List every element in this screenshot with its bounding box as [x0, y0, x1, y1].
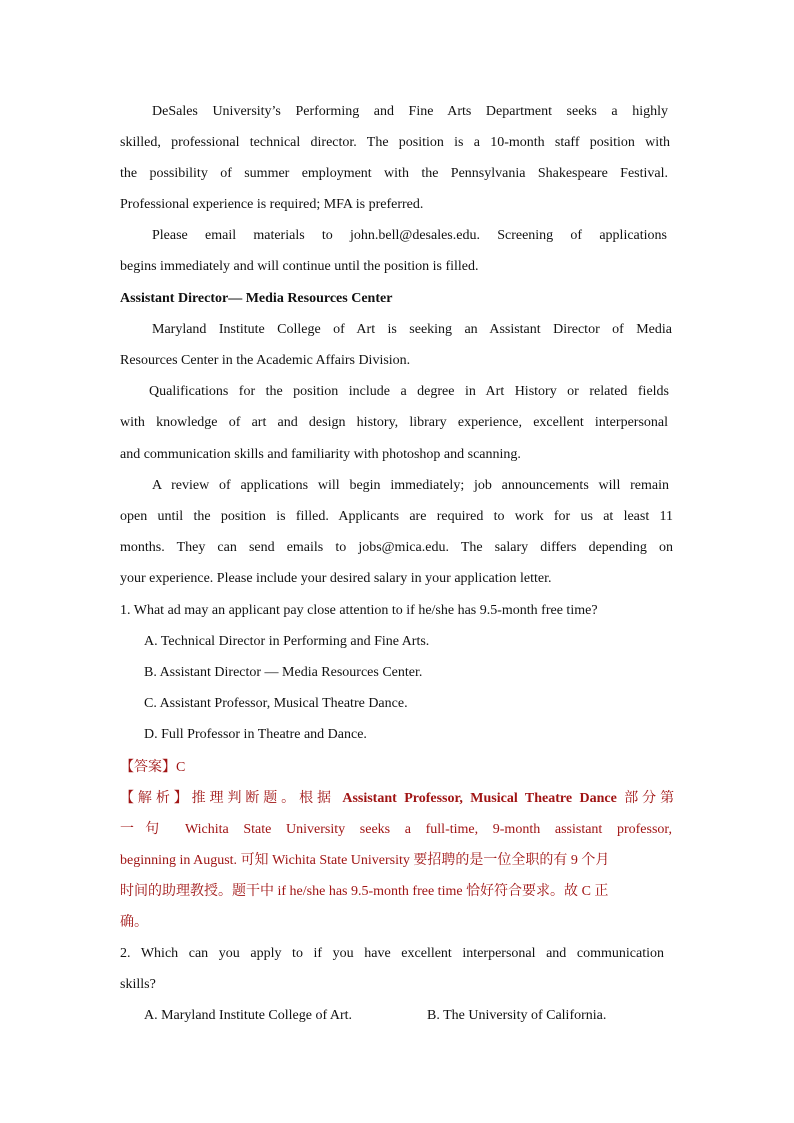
q1-answer	[120, 757, 675, 778]
answer-tag: 【答案】	[120, 759, 176, 775]
analysis-text: beginning in August.	[120, 853, 238, 868]
ad2-p3-line3: months. They can send emails to jobs@mica.edu. The salary differs depending on	[120, 540, 673, 555]
answer-value: C	[176, 760, 186, 775]
ad1-p1-line1: DeSales University’s Performing and Fine Arts Department seeks a highly	[152, 104, 668, 119]
analysis-text: 推理判断题。根据	[191, 790, 335, 806]
analysis-text: 可知	[240, 852, 269, 868]
analysis-text: 要招聘的是一位全职的有	[413, 852, 568, 868]
ad2-p3-line2: open until the position is filled. Applicants are required to work for us at least 11	[120, 509, 673, 524]
ad2-p3-line4: your experience. Please include your desired salary in your application letter.	[120, 571, 552, 586]
q1-option-c: C. Assistant Professor, Musical Theatre Dance.	[144, 696, 408, 711]
ad2-p1-line1: Maryland Institute College of Art is seeking an Assistant Director of Media	[152, 322, 672, 337]
q2-stem-line1: 2. Which can you apply to if you have excellent interpersonal and communication	[120, 946, 664, 961]
q2-stem-line2: skills?	[120, 977, 156, 992]
analysis-text: 9	[570, 853, 578, 868]
analysis-text: 正	[594, 883, 609, 899]
analysis-text: 一句	[120, 821, 171, 837]
q1-stem: 1. What ad may an applicant pay close attention to if he/she has 9.5-month free time?	[120, 603, 598, 618]
analysis-text: C	[581, 884, 591, 899]
q1-analysis-line4	[120, 881, 675, 902]
ad1-p2-line1: Please email materials to john.bell@desales.edu. Screening of applications	[152, 228, 667, 243]
q1-analysis-line2	[120, 819, 672, 840]
analysis-text: 个月	[581, 852, 610, 868]
analysis-text: if he/she has 9.5-month free time	[277, 884, 463, 899]
q1-analysis-line1	[120, 788, 674, 809]
q2-option-b: B. The University of California.	[427, 1008, 607, 1023]
q1-analysis-line5: 确。	[120, 914, 148, 930]
analysis-text: Wichita State University seeks a full-time, 9-month assistant professor,	[184, 822, 672, 837]
analysis-tag: 【解析】	[120, 790, 192, 806]
ad1-p1-line4: Professional experience is required; MFA is preferred.	[120, 197, 424, 212]
ad2-p2-line1: Qualifications for the position include a degree in Art History or related fields	[149, 384, 669, 399]
ad1-p1-line2: skilled, professional technical director. The position is a 10-month staff position with	[120, 135, 670, 150]
q1-option-a: A. Technical Director in Performing and Fine Arts.	[144, 634, 430, 649]
analysis-text: 时间的助理教授。题干中	[120, 883, 274, 899]
ad2-heading: Assistant Director— Media Resources Center	[120, 291, 393, 306]
ad2-p1-line2: Resources Center in the Academic Affairs Division.	[120, 353, 411, 368]
q2-option-a: A. Maryland Institute College of Art.	[144, 1008, 353, 1023]
analysis-text: Assistant Professor, Musical Theatre Dance	[342, 791, 617, 806]
q1-option-b: B. Assistant Director — Media Resources Center.	[144, 665, 423, 680]
analysis-text: 部分第	[624, 790, 675, 806]
analysis-text: Wichita State University	[272, 853, 410, 868]
ad1-p2-line2: begins immediately and will continue until the position is filled.	[120, 259, 479, 274]
analysis-text: 恰好符合要求。故	[466, 883, 579, 899]
ad2-p2-line3: and communication skills and familiarity with photoshop and scanning.	[120, 447, 521, 462]
ad1-p1-line3: the possibility of summer employment with the Pennsylvania Shakespeare Festival.	[120, 166, 668, 181]
q1-analysis-line3	[120, 850, 675, 871]
ad2-p3-line1: A review of applications will begin immediately; job announcements will remain	[152, 478, 669, 493]
q1-option-d: D. Full Professor in Theatre and Dance.	[144, 727, 367, 742]
ad2-p2-line2: with knowledge of art and design history, library experience, excellent interpersonal	[120, 415, 668, 430]
